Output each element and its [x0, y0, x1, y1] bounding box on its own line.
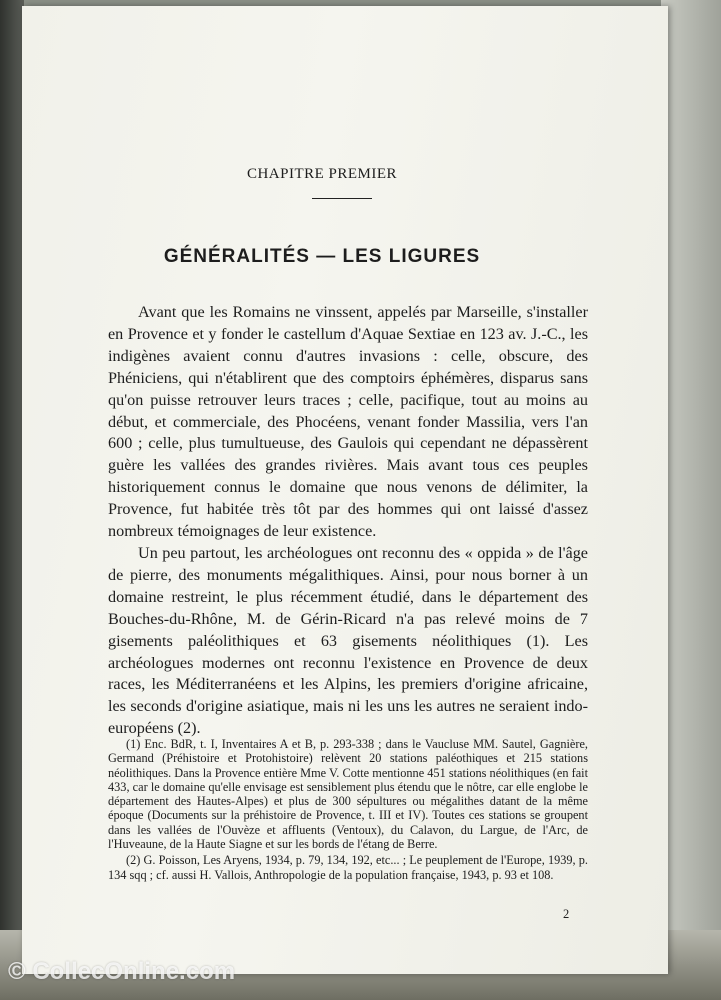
watermark: © CollecOnline.com [8, 958, 236, 985]
body-text [108, 302, 588, 740]
book-page [22, 6, 668, 974]
book-spine-shadow [0, 0, 24, 1000]
background-right [661, 0, 721, 1000]
paragraph: Un peu partout, les archéologues ont reconnu des « oppida » de l'âge de pierre, des monuments mégalithiques. Ainsi, pour nous borner à un domaine restreint, le plus récemment étudié, dans le département des Bouches-du-Rhône, M. de Gérin-Ricard n'a pas relevé moins de 7 gisements paléolithiques et 63 gisements néolithiques (1). Les archéologues modernes ont reconnu l'existence en Provence de deux races, les Méditerranéens et les Alpins, les premiers d'origine africaine, les seconds d'origine asiatique, mais ni les uns les autres ne seraient indo-européens (2). [108, 543, 588, 738]
chapter-title: GÉNÉRALITÉS — LES LIGURES [163, 246, 481, 267]
chapter-label: CHAPITRE PREMIER [246, 166, 398, 182]
footnote: (1) Enc. BdR, t. I, Inventaires A et B, p. 293-338 ; dans le Vaucluse MM. Sautel, Gagnière, Germand (Préhistoire et Protohistoire) relèvent 20 stations paléothiques et 215 stations néolithiques. Dans la Provence entière Mme V. Cotte mentionne 451 stations néolithiques (en fait 433, car le domaine qu'elle envisage est sensiblement plus étendu que le nôtre, car elle englobe le département des Hautes-Alpes) et plus de 300 sépultures ou mégalithes datant de la même époque (Documents sur la préhistoire de Provence, t. III et IV). Toutes ces stations se groupent dans les vallées de l'Ouvèze et affluents (Ventoux), du Calavon, du Largue, de l'Arc, de l'Huveaune, de la Haute Siagne et sur les bords de l'étang de Berre. [108, 737, 588, 852]
footnotes [108, 737, 588, 884]
chapter-divider [312, 198, 372, 199]
footnote: (2) G. Poisson, Les Aryens, 1934, p. 79, 134, 192, etc... ; Le peuplement de l'Europe, 1939, p. 134 sqq ; cf. aussi H. Vallois, Anthropologie de la population française, 1943, p. 93 et 108. [108, 853, 588, 882]
page-number: 2 [563, 907, 570, 921]
paragraph: Avant que les Romains ne vinssent, appelés par Marseille, s'installer en Provence et y fonder le castellum d'Aquae Sextiae en 123 av. J.-C., les indigènes avaient connu d'autres invasions : celle, obscure, des Phéniciens, qui n'établirent que des comptoirs éphémères, disparus sans qu'on puisse retrouver leurs traces ; celle, pacifique, tout au moins au début, et commerciale, des Phocéens, venant fonder Massilia, vers l'an 600 ; celle, plus tumultueuse, des Gaulois qui cependant ne dépassèrent guère les vallées des grandes rivières. Mais avant tous ces peuples historiquement connus le domaine que nous venons de délimiter, la Provence, fut habitée très tôt par des hommes qui ont laissé d'assez nombreux témoignages de leur existence. [108, 303, 588, 541]
